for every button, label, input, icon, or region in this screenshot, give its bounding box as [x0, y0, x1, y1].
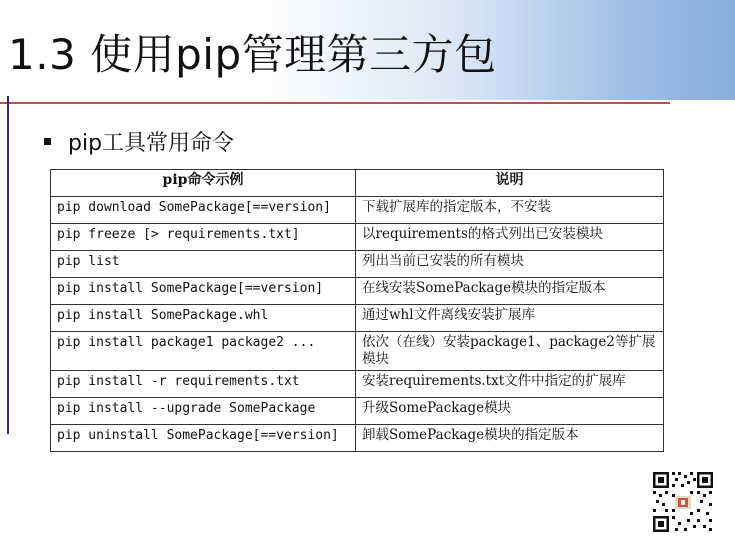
pip-commands-table	[50, 169, 664, 452]
header-description: 说明	[356, 170, 664, 197]
header-command: pip命令示例	[51, 170, 356, 197]
command-cell: pip install --upgrade SomePackage	[51, 398, 356, 425]
description-cell: 安装requirements.txt文件中指定的扩展库	[356, 371, 664, 398]
command-cell: pip install SomePackage[==version]	[51, 278, 356, 305]
description-cell: 在线安装SomePackage模块的指定版本	[356, 278, 664, 305]
command-cell: pip uninstall SomePackage[==version]	[51, 425, 356, 452]
description-cell: 升级SomePackage模块	[356, 398, 664, 425]
table-row	[51, 305, 664, 332]
qr-code-icon	[651, 470, 715, 534]
bullet-square-icon	[44, 138, 51, 145]
table-row	[51, 398, 664, 425]
description-cell: 通过whl文件离线安装扩展库	[356, 305, 664, 332]
table-row	[51, 371, 664, 398]
command-cell: pip install SomePackage.whl	[51, 305, 356, 332]
bullet-text: pip工具常用命令	[68, 131, 235, 156]
command-cell: pip list	[51, 251, 356, 278]
table-header-row	[51, 170, 664, 197]
table-row	[51, 425, 664, 452]
table-row	[51, 251, 664, 278]
description-cell: 下载扩展库的指定版本，不安装	[356, 197, 664, 224]
command-cell: pip freeze [> requirements.txt]	[51, 224, 356, 251]
table-row	[51, 197, 664, 224]
command-cell: pip install package1 package2 ...	[51, 332, 356, 371]
table-row	[51, 278, 664, 305]
left-accent-line	[7, 96, 9, 434]
description-cell: 以requirements的格式列出已安装模块	[356, 224, 664, 251]
command-cell: pip download SomePackage[==version]	[51, 197, 356, 224]
description-cell: 依次（在线）安装package1、package2等扩展模块	[356, 332, 664, 371]
slide-title: 1.3 使用pip管理第三方包	[8, 30, 497, 79]
command-cell: pip install -r requirements.txt	[51, 371, 356, 398]
description-cell: 列出当前已安装的所有模块	[356, 251, 664, 278]
title-underline	[0, 102, 670, 104]
table-row	[51, 332, 664, 371]
table-row	[51, 224, 664, 251]
description-cell: 卸载SomePackage模块的指定版本	[356, 425, 664, 452]
